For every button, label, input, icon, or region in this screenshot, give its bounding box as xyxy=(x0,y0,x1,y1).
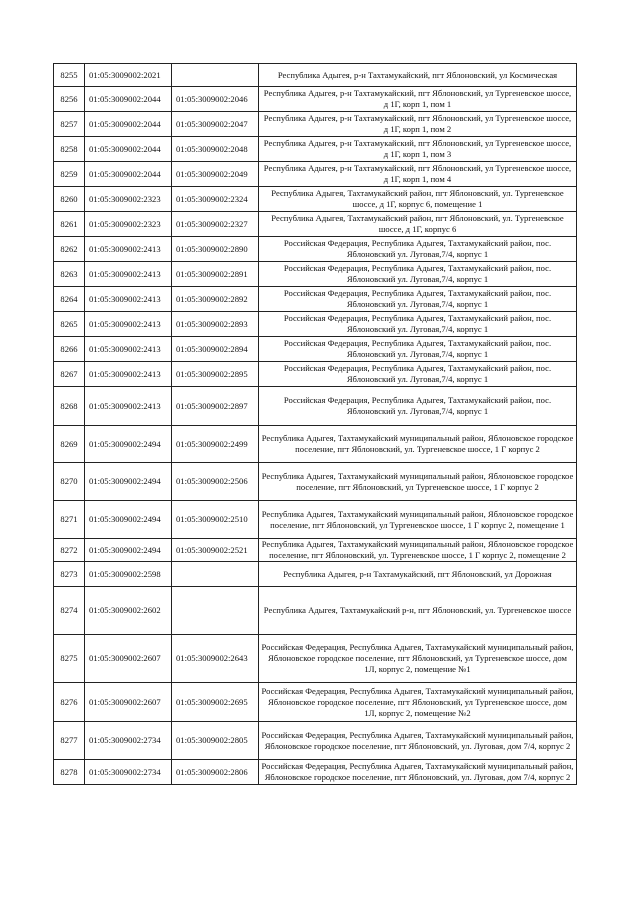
row-number: 8276 xyxy=(54,683,85,722)
table-row xyxy=(54,463,577,501)
table-row xyxy=(54,539,577,562)
object-number: 01:05:3009002:2806 xyxy=(172,760,259,785)
object-number: 01:05:3009002:2521 xyxy=(172,539,259,562)
row-number: 8258 xyxy=(54,137,85,162)
address-cell: Республика Адыгея, р-н Тахтамукайский, пгт Яблоновский, ул Тургеневское шоссе, д 1Г, корп 1, пом 3 xyxy=(259,137,577,162)
row-number: 8261 xyxy=(54,212,85,237)
table-row xyxy=(54,562,577,587)
table-row xyxy=(54,760,577,785)
object-number: 01:05:3009002:2893 xyxy=(172,312,259,337)
cadastral-number: 01:05:3009002:2044 xyxy=(85,87,172,112)
row-number: 8262 xyxy=(54,237,85,262)
address-cell: Российская Федерация, Республика Адыгея, Тахтамукайский район, пос. Яблоновский ул. Луговая,7/4, корпус 1 xyxy=(259,312,577,337)
table-row xyxy=(54,426,577,463)
row-number: 8268 xyxy=(54,387,85,426)
table-row xyxy=(54,262,577,287)
row-number: 8278 xyxy=(54,760,85,785)
table-row xyxy=(54,387,577,426)
cadastral-number: 01:05:3009002:2323 xyxy=(85,187,172,212)
address-cell: Российская Федерация, Республика Адыгея, Тахтамукайский район, пос. Яблоновский ул. Луговая,7/4, корпус 1 xyxy=(259,262,577,287)
row-number: 8270 xyxy=(54,463,85,501)
address-cell: Российская Федерация, Республика Адыгея, Тахтамукайский район, пос. Яблоновский ул. Луговая,7/4, корпус 1 xyxy=(259,387,577,426)
table-row xyxy=(54,362,577,387)
row-number: 8264 xyxy=(54,287,85,312)
cadastral-table xyxy=(53,63,577,785)
object-number: 01:05:3009002:2695 xyxy=(172,683,259,722)
object-number: 01:05:3009002:2046 xyxy=(172,87,259,112)
table-row xyxy=(54,587,577,635)
row-number: 8265 xyxy=(54,312,85,337)
cadastral-number: 01:05:3009002:2044 xyxy=(85,137,172,162)
object-number: 01:05:3009002:2895 xyxy=(172,362,259,387)
object-number: 01:05:3009002:2510 xyxy=(172,501,259,539)
cadastral-number: 01:05:3009002:2413 xyxy=(85,312,172,337)
cadastral-number: 01:05:3009002:2413 xyxy=(85,237,172,262)
row-number: 8274 xyxy=(54,587,85,635)
address-cell: Республика Адыгея, р-н Тахтамукайский, пгт Яблоновский, ул Дорожная xyxy=(259,562,577,587)
row-number: 8260 xyxy=(54,187,85,212)
address-cell: Республика Адыгея, Тахтамукайский район, пгт Яблоновский, ул. Тургеневское шоссе, д 1Г, корпус 6, помещение 1 xyxy=(259,187,577,212)
cadastral-number: 01:05:3009002:2044 xyxy=(85,162,172,187)
address-cell: Российская Федерация, Республика Адыгея, Тахтамукайский муниципальный район, Яблоновское городское поселение, пгт Яблоновский, ул. Луговая, дом 7/4, корпус 2 xyxy=(259,722,577,760)
address-cell: Республика Адыгея, р-н Тахтамукайский, пгт Яблоновский, ул Тургеневское шоссе, д 1Г, корп 1, пом 1 xyxy=(259,87,577,112)
table-row xyxy=(54,64,577,87)
cadastral-number: 01:05:3009002:2413 xyxy=(85,362,172,387)
row-number: 8267 xyxy=(54,362,85,387)
object-number xyxy=(172,587,259,635)
table-row xyxy=(54,112,577,137)
cadastral-number: 01:05:3009002:2323 xyxy=(85,212,172,237)
address-cell: Республика Адыгея, Тахтамукайский муниципальный район, Яблоновское городское поселение, пгт Яблоновский, ул Тургеневское шоссе, 1 Г корпус 2, помещение 1 xyxy=(259,501,577,539)
row-number: 8256 xyxy=(54,87,85,112)
address-cell: Российская Федерация, Республика Адыгея, Тахтамукайский муниципальный район, Яблоновское городское поселение, пгт Яблоновский, ул Тургеневское шоссе, дом 1Л, корпус 2, помещение №1 xyxy=(259,635,577,683)
cadastral-number: 01:05:3009002:2413 xyxy=(85,337,172,362)
table-row xyxy=(54,635,577,683)
object-number: 01:05:3009002:2897 xyxy=(172,387,259,426)
cadastral-number: 01:05:3009002:2021 xyxy=(85,64,172,87)
cadastral-number: 01:05:3009002:2044 xyxy=(85,112,172,137)
cadastral-number: 01:05:3009002:2494 xyxy=(85,501,172,539)
table-row xyxy=(54,137,577,162)
cadastral-number: 01:05:3009002:2598 xyxy=(85,562,172,587)
address-cell: Республика Адыгея, Тахтамукайский муниципальный район, Яблоновское городское поселение, пгт Яблоновский, ул Тургеневское шоссе, 1 Г корпус 2 xyxy=(259,463,577,501)
object-number: 01:05:3009002:2048 xyxy=(172,137,259,162)
row-number: 8266 xyxy=(54,337,85,362)
address-cell: Республика Адыгея, Тахтамукайский район, пгт Яблоновский, ул. Тургеневское шоссе, д 1Г, корпус 6 xyxy=(259,212,577,237)
row-number: 8272 xyxy=(54,539,85,562)
address-cell: Республика Адыгея, р-н Тахтамукайский, пгт Яблоновский, ул Тургеневское шоссе, д 1Г, корп 1, пом 2 xyxy=(259,112,577,137)
table-row xyxy=(54,237,577,262)
address-cell: Республика Адыгея, р-н Тахтамукайский, пгт Яблоновский, ул Тургеневское шоссе, д 1Г, корп 1, пом 4 xyxy=(259,162,577,187)
object-number: 01:05:3009002:2049 xyxy=(172,162,259,187)
row-number: 8269 xyxy=(54,426,85,463)
object-number: 01:05:3009002:2506 xyxy=(172,463,259,501)
cadastral-number: 01:05:3009002:2413 xyxy=(85,287,172,312)
address-cell: Российская Федерация, Республика Адыгея, Тахтамукайский муниципальный район, Яблоновское городское поселение, пгт Яблоновский, ул Тургеневское шоссе, дом 1Л, корпус 2, помещение №2 xyxy=(259,683,577,722)
object-number: 01:05:3009002:2890 xyxy=(172,237,259,262)
cadastral-number: 01:05:3009002:2413 xyxy=(85,262,172,287)
row-number: 8259 xyxy=(54,162,85,187)
cadastral-number: 01:05:3009002:2734 xyxy=(85,722,172,760)
object-number: 01:05:3009002:2891 xyxy=(172,262,259,287)
table-row xyxy=(54,337,577,362)
cadastral-number: 01:05:3009002:2607 xyxy=(85,635,172,683)
table-row xyxy=(54,87,577,112)
object-number: 01:05:3009002:2047 xyxy=(172,112,259,137)
table-row xyxy=(54,683,577,722)
address-cell: Российская Федерация, Республика Адыгея, Тахтамукайский район, пос. Яблоновский ул. Луговая,7/4, корпус 1 xyxy=(259,362,577,387)
address-cell: Российская Федерация, Республика Адыгея, Тахтамукайский район, пос. Яблоновский ул. Луговая,7/4, корпус 1 xyxy=(259,337,577,362)
cadastral-number: 01:05:3009002:2494 xyxy=(85,426,172,463)
cadastral-number: 01:05:3009002:2494 xyxy=(85,539,172,562)
table-row xyxy=(54,312,577,337)
cadastral-number: 01:05:3009002:2602 xyxy=(85,587,172,635)
object-number: 01:05:3009002:2643 xyxy=(172,635,259,683)
row-number: 8277 xyxy=(54,722,85,760)
row-number: 8271 xyxy=(54,501,85,539)
address-cell: Российская Федерация, Республика Адыгея, Тахтамукайский район, пос. Яблоновский ул. Луговая,7/4, корпус 1 xyxy=(259,237,577,262)
object-number: 01:05:3009002:2892 xyxy=(172,287,259,312)
address-cell: Республика Адыгея, р-н Тахтамукайский, пгт Яблоновский, ул Космическая xyxy=(259,64,577,87)
row-number: 8255 xyxy=(54,64,85,87)
cadastral-number: 01:05:3009002:2413 xyxy=(85,387,172,426)
object-number xyxy=(172,562,259,587)
cadastral-number: 01:05:3009002:2494 xyxy=(85,463,172,501)
table-row xyxy=(54,212,577,237)
object-number xyxy=(172,64,259,87)
table-body xyxy=(54,64,577,785)
object-number: 01:05:3009002:2327 xyxy=(172,212,259,237)
address-cell: Российская Федерация, Республика Адыгея, Тахтамукайский район, пос. Яблоновский ул. Луговая,7/4, корпус 1 xyxy=(259,287,577,312)
address-cell: Республика Адыгея, Тахтамукайский муниципальный район, Яблоновское городское поселение, пгт Яблоновский, ул. Тургеневское шоссе, 1 Г корпус 2 xyxy=(259,426,577,463)
table-row xyxy=(54,187,577,212)
address-cell: Республика Адыгея, Тахтамукайский муниципальный район, Яблоновское городское поселение, пгт Яблоновский, ул. Тургеневское шоссе, 1 Г корпус 2, помещение 2 xyxy=(259,539,577,562)
cadastral-number: 01:05:3009002:2734 xyxy=(85,760,172,785)
document-page xyxy=(53,63,577,785)
table-row xyxy=(54,501,577,539)
table-row xyxy=(54,722,577,760)
object-number: 01:05:3009002:2499 xyxy=(172,426,259,463)
table-row xyxy=(54,287,577,312)
object-number: 01:05:3009002:2894 xyxy=(172,337,259,362)
row-number: 8275 xyxy=(54,635,85,683)
address-cell: Российская Федерация, Республика Адыгея, Тахтамукайский муниципальный район, Яблоновское городское поселение, пгт Яблоновский, ул. Луговая, дом 7/4, корпус 2 xyxy=(259,760,577,785)
object-number: 01:05:3009002:2805 xyxy=(172,722,259,760)
row-number: 8263 xyxy=(54,262,85,287)
cadastral-number: 01:05:3009002:2607 xyxy=(85,683,172,722)
address-cell: Республика Адыгея, Тахтамукайский р-н, пгт Яблоновский, ул. Тургеневское шоссе xyxy=(259,587,577,635)
object-number: 01:05:3009002:2324 xyxy=(172,187,259,212)
table-row xyxy=(54,162,577,187)
row-number: 8273 xyxy=(54,562,85,587)
row-number: 8257 xyxy=(54,112,85,137)
